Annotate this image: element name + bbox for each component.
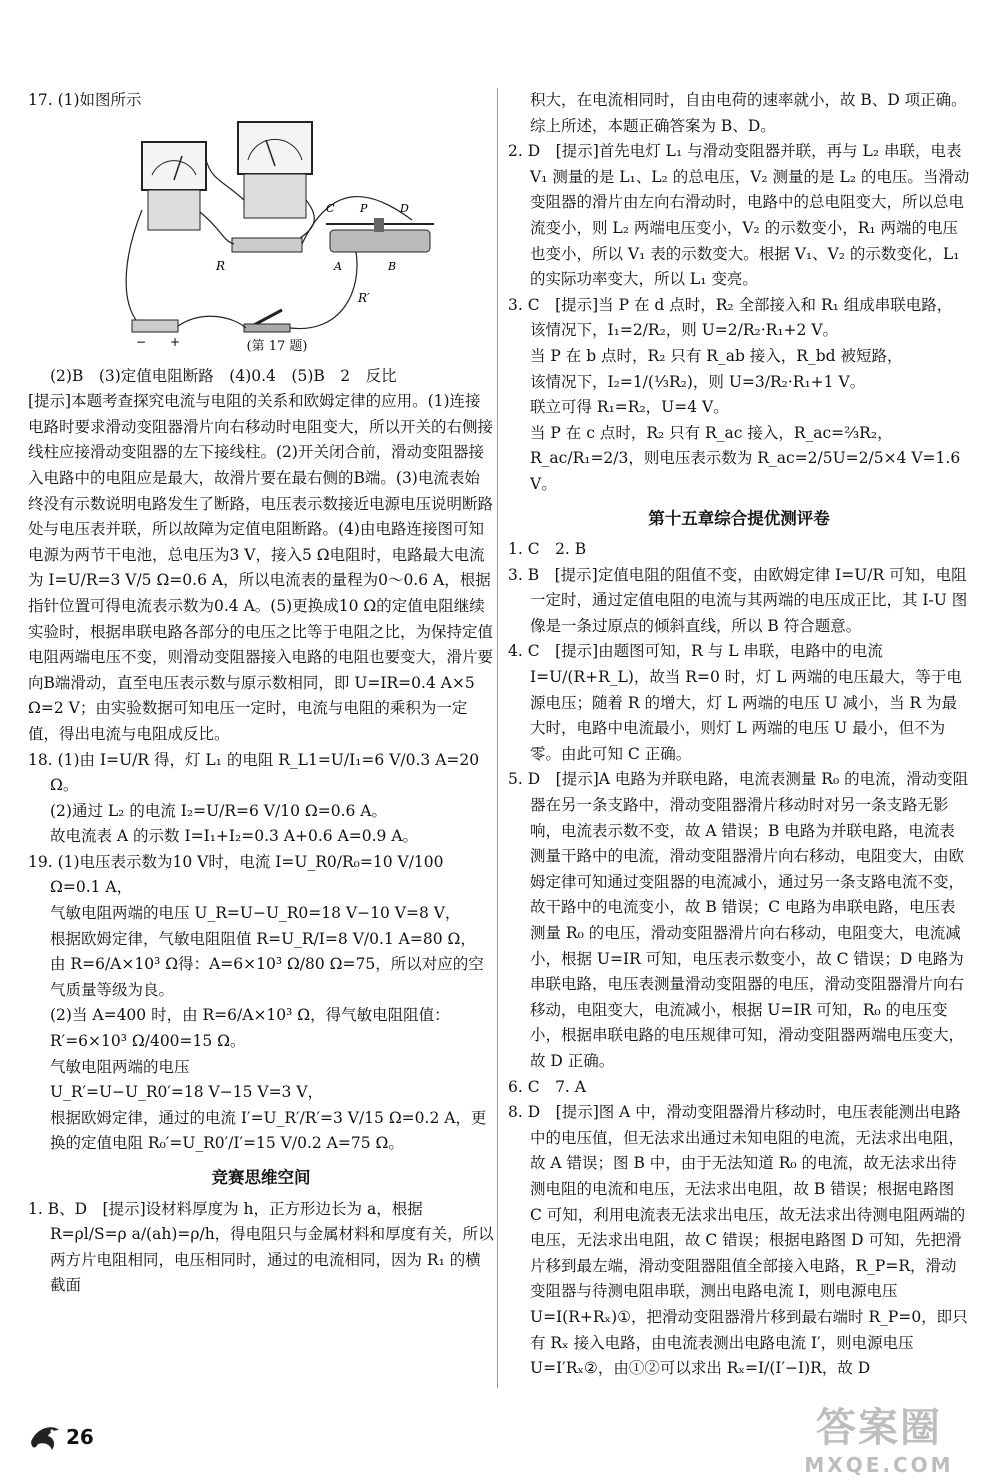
page-number-area [28,1420,94,1454]
column-divider [497,88,498,1388]
circuit-diagram-image [112,120,442,360]
q19-line8: 根据欧姆定律，通过的电流 I′=U_R′/R′=3 V/15 Ω=0.2 A，更换的定值电阻 R₀′=U_R0′/I′=15 V/0.2 A=75 Ω。 [50,1108,487,1153]
q18-part2: (2)通过 L₂ 的电流 I₂=U/R=6 V/10 Ω=0.6 A。 [50,801,387,820]
q19-line1: 19. (1)电压表示数为10 V时，电流 I=U_R0/R₀=10 V/100 Ω=0.1 A， [28,852,444,897]
ch15-q5: 5. D [提示]A 电路为并联电路，电流表测量 R₀ 的电流，滑动变阻器在另一条支路中，滑动变阻器滑片移动时对另一条支路无影响，电流表示数不变，故 A 错误；B 电路为并联电路，电流表测量干路中的电流，滑动变阻器滑片向右移动，电阻变大，由欧姆定律可知通过变阻器的电流减小，通过另一条支路电流不变，故干路中的电流变小，故 B 错误；C 电路为串联电路，电压表测量 R₀ 的电压，滑动变阻器滑片向右移动，电阻变大，电流减小，根据 U=IR 可知，电压表示数变小，故 C 错误；D 电路为串联电路，电压表测量滑动变阻器的电压，滑动变阻器滑片向右移动，电阻变大，电流减小，根据 U=IR 可知，R₀ 的电压变小，根据串联电路的电压规律可知，滑动变阻器两端电压变大，故 D 正确。 [508,770,969,1070]
left-column [28,88,494,1299]
section-heading-competition: 竞赛思维空间 [211,1168,311,1187]
svg-text:R: R [216,258,226,273]
svg-text:R′: R′ [358,290,370,305]
ch15-q3: 3. B [提示]定值电阻的阻值不变，由欧姆定律 I=U/R 可知，电阻一定时，通过定值电阻的电流与其两端的电压成正比，其 I-U 图像是一条过原点的倾斜直线，所以 B 符合题意。 [508,565,968,635]
page-number: 26 [66,1425,94,1449]
watermark-line1: 答案圈 [816,1405,942,1451]
q19-line6: 气敏电阻两端的电压 [50,1057,190,1076]
svg-text:C: C [326,201,335,215]
svg-text:A: A [334,259,342,273]
competition-q3: 3. C [提示]当 P 在 d 点时，R₂ 全部接入和 R₁ 组成串联电路， [508,295,953,314]
svg-text:−: − [136,334,147,349]
q19-line3: 根据欧姆定律，气敏电阻阻值 R=U_R/I=8 V/0.1 A=80 Ω， [50,929,476,948]
watermark [772,1396,986,1476]
section-heading-chapter15: 第十五章综合提优测评卷 [648,508,830,528]
ch15-q1-2: 1. C 2. B [508,540,587,559]
competition-q2: 2. D [提示]首先电灯 L₁ 与滑动变阻器并联，再与 L₂ 串联，电表 V₁ 测量的是 L₁、L₂ 的总电压，V₂ 测量的是 L₂ 的电压。当滑动变阻器的滑片由左向右滑动时，电路中的总电阻变大，所以总电流变小，则 L₂ 两端电压变小，V₂ 的示数变小，R₁ 两端的电压也变小，所以 V₁ 表的示数变大。根据 V₁、V₂ 的示数变化，L₁ 的实际功率变大，所以 L₁ 变亮。 [508,142,970,289]
competition-q3-line6: R_ac/R₁=2/3，则电压表示数为 R_ac=2/5U=2/5×4 V=1.6 V。 [530,449,961,493]
competition-q3-line1: 该情况下，I₁=2/R₂，则 U=2/R₂·R₁+2 V。 [530,321,839,340]
svg-text:P: P [360,201,368,215]
q18-part3: 故电流表 A 的示数 I=I₁+I₂=0.3 A+0.6 A=0.9 A。 [50,827,419,846]
ch15-q6-7: 6. C 7. A [508,1077,586,1096]
q17-hint: [提示]本题考查探究电流与电阻的关系和欧姆定律的应用。(1)连接电路时要求滑动变阻器滑片向右移动时电阻变大，所以开关的右侧接线柱应接滑动变阻器的左下接线柱。(2)开关闭合前，滑动变阻器接入电路中的电阻应是最大，故滑片要在最右侧的B端。(3)电流表始终没有示数说明电路发生了断路，电压表示数接近电源电压说明断路处与电压表并联，所以故障为定值电阻断路。(4)由电路连接图可知电源为两节干电池，总电压为3 V，接入5 Ω电阻时，电路最大电流为 I=U/R=3 V/5 Ω=0.6 A，所以电流表的量程为0～0.6 A，根据指针位置可得电流表示数为0.4 A。(5)更换成10 Ω的定值电阻继续实验时，根据串联电路各部分的电压之比等于电阻之比，为保持定值电阻两端电压不变，则滑动变阻器接入电路的电阻也要变大，滑片要向B端滑动，直至电压表示数与原示数相同，即 U=IR=0.4 A×5 Ω=2 V；由实验数据可知电压一定时，电流与电阻的乘积为一定值，得出电流与电阻成反比。 [28,392,494,743]
competition-q1-cont: 积大，在电流相同时，自由电荷的速率就小，故 B、D 项正确。综上所述，本题正确答案为 B、D。 [530,91,967,135]
q19-line2: 气敏电阻两端的电压 U_R=U−U_R0=18 V−10 V=8 V， [50,904,461,923]
ch15-q8: 8. D [提示]图 A 中，滑动变阻器滑片移动时，电压表能测出电路中的电压值，但无法求出通过未知电阻的电流，无法求出电阻，故 A 错误；图 B 中，由于无法知道 R₀ 的电流，故无法求出待测电阻的电流和电压，无法求出电阻，故 B 错误；根据电路图 C 可知，利用电流表无法求出电压，故无法求出待测电阻两端的电压，无法求出电阻，故 C 错误；根据电路图 D 可知，先把滑片移到最左端，滑动变阻器阻值全部接入电路，R_P=R，滑动变阻器与待测电阻串联，测出电路电流 I，则电源电压 U=I(R+Rₓ)①，把滑动变阻器滑片移到最右端时 R_P=0，即只有 Rₓ 接入电路，由电流表测出电路电流 I′，则电源电压 U=I′Rₓ②，由①②可以求出 Rₓ=I/(I′−I)R，故 D [508,1103,968,1378]
competition-q3-line5: 当 P 在 c 点时，R₂ 只有 R_ac 接入，R_ac=⅔R₂， [530,423,893,442]
q17-header: 17. (1)如图所示 [28,91,142,109]
q19-line4: 由 R=6/A×10³ Ω得：A=6×10³ Ω/80 Ω=75，所以对应的空气质量等级为良。 [50,955,484,999]
q19-line7: U_R′=U−U_R0′=18 V−15 V=3 V， [50,1083,324,1102]
q17-answers: (2)B (3)定值电阻断路 (4)0.4 (5)B 2 反比 [50,366,397,385]
figure-caption: (第 17 题) [246,339,308,354]
competition-q1: 1. B、D [提示]设材料厚度为 h，正方形边长为 a，根据 R=ρl/S=ρ a/(ah)=ρ/h，得电阻只与金属材料和厚度有关，所以两方片电阻相同，电压相同时，通过的电流相同，因为 R₁ 的横截面 [28,1199,494,1295]
circuit-figure [112,120,442,360]
competition-q3-line4: 联立可得 R₁=R₂，U=4 V。 [530,398,729,417]
q18-part1: 18. (1)由 I=U/R 得，灯 L₁ 的电阻 R_L1=U/I₁=6 V/0.3 A=20 Ω。 [28,750,480,795]
dolphin-logo-icon [28,1420,62,1454]
svg-text:B: B [388,259,397,273]
q19-line5: (2)当 A=400 时，由 R=6/A×10³ Ω，得气敏电阻阻值：R′=6×10³ Ω/400=15 Ω。 [50,1006,450,1051]
svg-text:+: + [170,334,181,349]
watermark-line2: MXQE.COM [804,1453,954,1477]
ch15-q4: 4. C [提示]由题图可知，R 与 L 串联，电路中的电流 I=U/(R+R_L)，故当 R=0 时，灯 L 两端的电压最大，等于电源电压；随着 R 的增大，灯 L 两端的电压 U 减小，当 R 为最大时，电路中电流最小，则灯 L 两端的电压 U 最小，但不为零。由此可知 C 正确。 [508,642,962,763]
competition-q3-line3: 该情况下，I₂=1/(⅓R₂)，则 U=3/R₂·R₁+1 V。 [530,372,866,391]
svg-text:D: D [400,201,409,215]
competition-q3-line2: 当 P 在 b 点时，R₂ 只有 R_ab 接入，R_bd 被短路， [530,346,903,365]
right-column [508,88,970,1382]
